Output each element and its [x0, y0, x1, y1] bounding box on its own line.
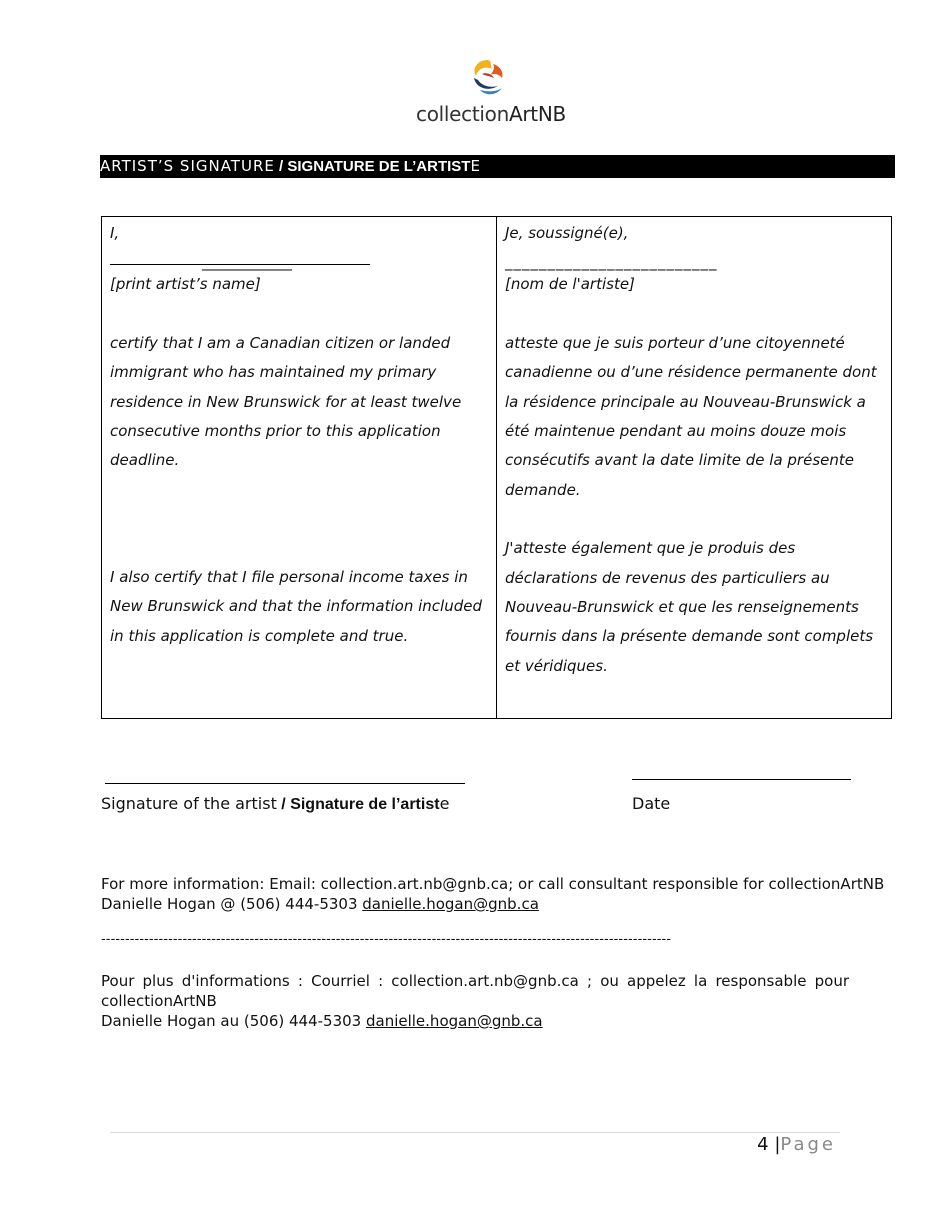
contact-english-line2: Danielle Hogan @ (506) 444-5303 danielle.hogan@gnb.ca — [101, 895, 539, 913]
contact-french — [101, 971, 849, 1031]
contact-english — [101, 874, 901, 914]
contact-french-line2: Danielle Hogan au (506) 444-5303 danielle.hogan@gnb.ca — [101, 1012, 543, 1030]
contact-email-link-fr[interactable]: danielle.hogan@gnb.ca — [365, 1012, 543, 1030]
page-number: 4 |Page — [757, 1134, 836, 1155]
contact-french-line1: Pour plus d'informations : Courriel : collection.art.nb@gnb.ca ; ou appelez la responsable pour collectionArtNB — [101, 972, 849, 1010]
artist-name-blank-en[interactable]: ____________ — [110, 248, 488, 270]
certification-table — [101, 216, 892, 719]
logo-wordmark: collectionArtNB — [416, 102, 566, 126]
title-french: SIGNATURE DE L’ARTIST — [287, 158, 471, 175]
section-title-bar — [100, 155, 895, 178]
artist-name-blank-fr[interactable]: _________________________ — [505, 253, 718, 272]
certification-english-cell — [102, 217, 497, 719]
title-separator: / — [274, 158, 288, 175]
date-label: Date — [632, 794, 671, 813]
artist-signature-line[interactable] — [105, 783, 465, 784]
french-paragraph-1: atteste que je suis porteur d’une citoyenneté canadienne ou d’une résidence permanente dont la résidence principale au Nouveau-Brunswick a été maintenue pendant au moins douze mois consécutifs avant la date limite de la présente demande. — [505, 333, 877, 499]
french-paragraph-2: J'atteste également que je produis des déclarations de revenus des particuliers au Nouveau-Brunswick et que les renseignements fournis dans la présente demande sont complets et véridiques. — [505, 539, 874, 675]
footer-rule — [110, 1132, 840, 1133]
contact-email-link-en[interactable]: danielle.hogan@gnb.ca — [362, 895, 539, 913]
artnb-emblem-icon — [466, 58, 510, 100]
english-paragraph-1: certify that I am a Canadian citizen or landed immigrant who has maintained my primary residence in New Brunswick for at least twelve consecutive months prior to this application deadline. — [110, 333, 462, 470]
title-english: ARTIST’S SIGNATURE — [100, 157, 275, 175]
certification-french-cell — [497, 217, 892, 719]
english-paragraph-2: I also certify that I file personal income taxes in New Brunswick and that the information included in this application is complete and true. — [110, 567, 482, 645]
title-french-tail: E — [470, 157, 481, 175]
english-opening: I, — [110, 224, 120, 242]
french-opening: Je, soussigné(e), — [505, 224, 629, 242]
date-line[interactable] — [632, 779, 851, 780]
signature-label: Signature of the artist / Signature de l’artiste — [101, 794, 450, 813]
collection-artnb-logo — [416, 58, 576, 130]
section-divider: ----------------------------------------------------------------------------------------------------------------------- — [101, 932, 672, 947]
contact-english-line1: For more information: Email: collection.art.nb@gnb.ca; or call consultant responsible for collectionArtNB — [101, 875, 885, 893]
english-name-hint: [print artist’s name] — [110, 275, 261, 294]
french-name-hint: [nom de l'artiste] — [505, 275, 635, 294]
